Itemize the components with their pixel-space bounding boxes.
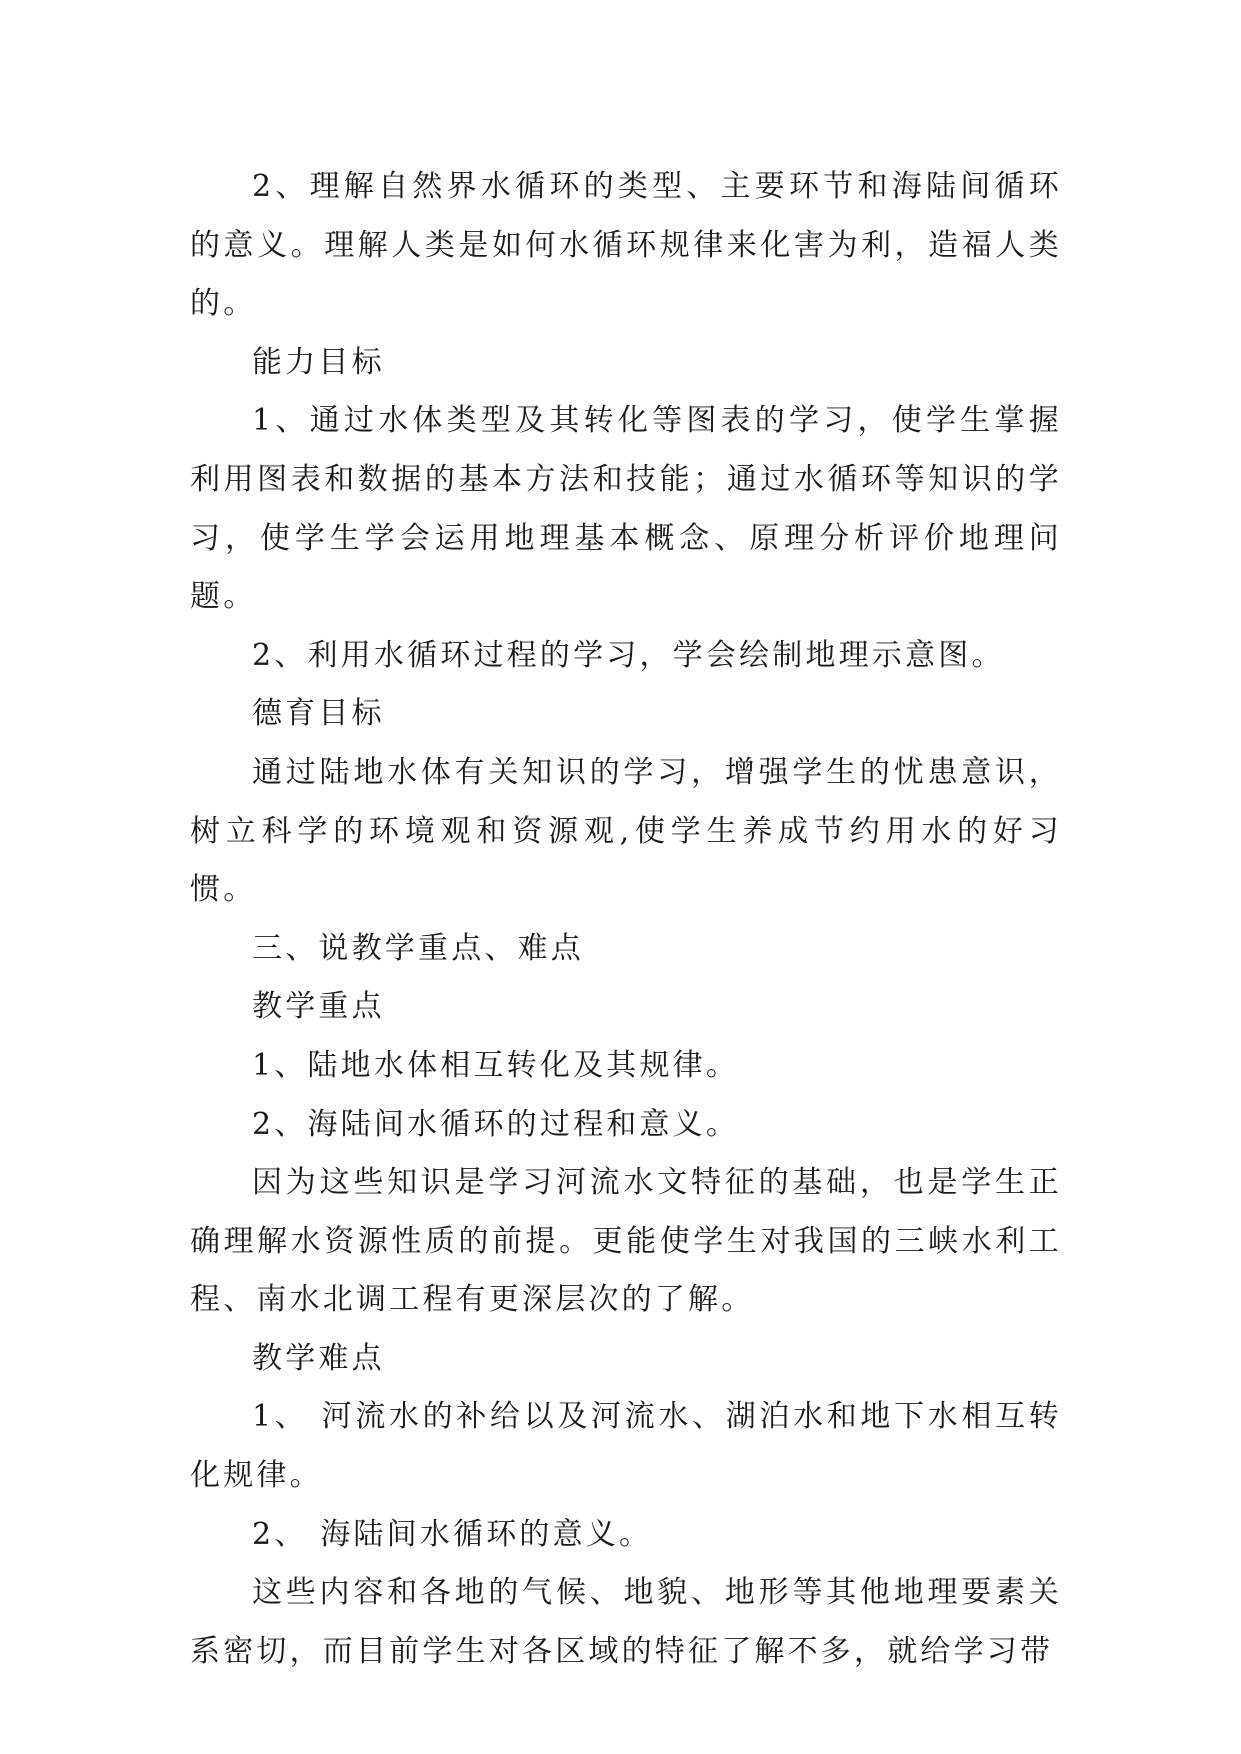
paragraph-water-cycle-objective: 2、理解自然界水循环的类型、主要环节和海陆间循环的意义。理解人类是如何水循环规律来化害为利，造福人类的。 — [190, 169, 1062, 322]
paragraph-difficulty-1: 1、 河流水的补给以及河流水、湖泊水和地下水相互转化规律。 — [190, 1399, 1062, 1494]
paragraph-ability-goal-2: 2、利用水循环过程的学习，学会绘制地理示意图。 — [252, 637, 1005, 673]
heading-teaching-key-points: 教学重点 — [252, 989, 385, 1025]
heading-key-points-difficulties: 三、说教学重点、难点 — [252, 930, 584, 966]
heading-ability-goals: 能力目标 — [252, 344, 385, 380]
paragraph-ability-goal-1: 1、通过水体类型及其转化等图表的学习，使学生掌握利用图表和数据的基本方法和技能；通过水循环等知识的学习，使学生学会运用地理基本概念、原理分析评价地理问题。 — [190, 403, 1062, 615]
heading-teaching-difficulties: 教学难点 — [252, 1340, 385, 1376]
paragraph-moral-goal: 通过陆地水体有关知识的学习，增强学生的忧患意识，树立科学的环境观和资源观,使学生养成节约用水的好习惯。 — [190, 754, 1062, 908]
paragraph-key-point-2: 2、海陆间水循环的过程和意义。 — [252, 1106, 740, 1142]
paragraph-key-point-reason: 因为这些知识是学习河流水文特征的基础，也是学生正确理解水资源性质的前提。更能使学生对我国的三峡水利工程、南水北调工程有更深层次的了解。 — [190, 1165, 1062, 1318]
paragraph-key-point-1: 1、陆地水体相互转化及其规律。 — [252, 1047, 740, 1083]
heading-moral-goals: 德育目标 — [252, 696, 385, 732]
paragraph-difficulty-2: 2、 海陆间水循环的意义。 — [252, 1516, 653, 1552]
paragraph-difficulty-reason: 这些内容和各地的气候、地貌、地形等其他地理要素关系密切，而目前学生对各区域的特征了解不多，就给学习带 — [190, 1575, 1062, 1669]
document-body — [190, 158, 1062, 1681]
